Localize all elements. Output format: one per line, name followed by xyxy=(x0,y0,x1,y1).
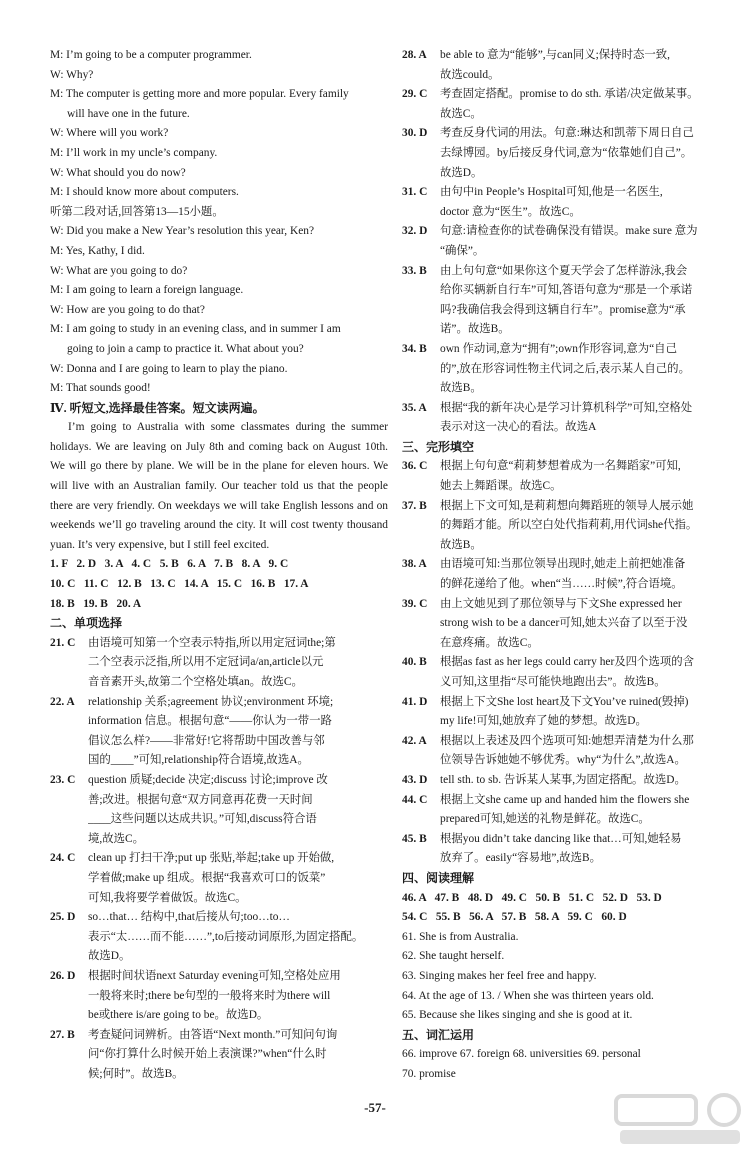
explanation-line: 考查疑问词辨析。由答语“Next month.”可知问句询 xyxy=(88,1028,338,1041)
explanation-line: 根据上下文可知,是莉莉想向舞蹈班的领导人展示她 xyxy=(440,499,694,512)
answer-explanation xyxy=(440,46,740,85)
cloze-items xyxy=(402,457,740,868)
explanation-line: 学着做;make up 组成。根据“我喜欢可口的饭菜” xyxy=(88,871,326,884)
answer-row: 46. A 47. B 48. D 49. C 50. B 51. C 52. D 53. D xyxy=(402,891,662,904)
listening-passage: I’m going to Australia with some classmates during the summer holidays. We are leaving on July 8th and coming back on August 10th. We will go there by plane. We will be in the plane for eleven hours. We will live with an Australian family. Our teacher told us that the people there are very friendly. On weekdays we will take English lessons and on weekends we’ll go traveling around the city. It will cost twenty thousand yuan. It’s very expensive, but I still feel excited. xyxy=(50,421,388,551)
answer-explanation xyxy=(440,222,740,261)
explanation-line: 由句中in People’s Hospital可知,他是一名医生, xyxy=(440,186,663,199)
section2-heading: 二、单项选择 xyxy=(50,616,123,631)
answer-explanation xyxy=(440,399,740,438)
section-prompt: 听第二段对话,回答第13—15小题。 xyxy=(50,205,224,218)
reading-answer: 65. Because she likes singing and she is good at it. xyxy=(402,1009,633,1022)
explanation-line: be able to 意为“能够”,与can同义;保持时态一致, xyxy=(440,49,670,61)
answer-explanation xyxy=(440,497,740,556)
answer-item xyxy=(402,85,740,124)
dialogue-line: M: I’m going to be a computer programmer. xyxy=(50,49,252,61)
explanation-line: 根据上下文She lost heart及下文You’ve ruined(毁掉) xyxy=(440,695,689,708)
explanation-line: 根据you didn’t take dancing like that…可知,她轻易 xyxy=(440,832,682,845)
page-number: -57- xyxy=(364,1100,386,1115)
answer-explanation xyxy=(440,457,740,496)
answer-number: 30. D xyxy=(402,127,428,140)
answer-item xyxy=(402,46,740,85)
answer-number: 25. D xyxy=(50,911,76,924)
dialogue-line: W: What should you do now? xyxy=(50,166,186,179)
answer-explanation xyxy=(88,908,388,967)
dialogue-1 xyxy=(50,46,388,203)
explanation-line: 给你买辆新自行车”可知,答语句意为“那是一个承诺 xyxy=(440,284,693,297)
explanation-line: question 质疑;decide 决定;discuss 讨论;improve 改 xyxy=(88,773,328,786)
answer-explanation xyxy=(88,634,388,693)
answer-explanation xyxy=(440,595,740,654)
explanation-line: 问“你打算什么时候开始上表演课?”when“什么时 xyxy=(88,1048,327,1061)
answer-number: 31. C xyxy=(402,186,428,199)
explanation-line: 故选could。 xyxy=(440,68,500,81)
answer-item xyxy=(402,497,740,556)
answer-number: 32. D xyxy=(402,225,428,238)
reading-answer: 61. She is from Australia. xyxy=(402,930,519,943)
listening-answers xyxy=(50,555,388,614)
answer-number: 22. A xyxy=(50,695,75,708)
dialogue-line: W: Donna and I are going to learn to play the piano. xyxy=(50,362,288,375)
dialogue-line: M: I should know more about computers. xyxy=(50,186,239,199)
answer-item xyxy=(402,732,740,771)
answer-explanation xyxy=(440,791,740,830)
vocab-answers xyxy=(402,1045,740,1084)
explanation-line: doctor 意为“医生”。故选C。 xyxy=(440,205,581,218)
answer-item xyxy=(402,183,740,222)
explanation-line: information 信息。根据句意“——你认为一带一路 xyxy=(88,715,332,728)
explanation-line: 可知,我将要学着做饭。故选C。 xyxy=(88,891,247,904)
reading-sentences xyxy=(402,928,740,1026)
explanation-line: 由语境可知第一个空表示特指,所以用定冠词the;第 xyxy=(88,636,336,649)
answer-item xyxy=(402,693,740,732)
answer-number: 45. B xyxy=(402,832,427,845)
explanation-line: “确保”。 xyxy=(440,244,485,257)
explanation-line: ____这些问题以达成共识。”可知,discuss符合语 xyxy=(88,813,317,826)
explanation-line: 由上句句意“如果你这个夏天学会了怎样游泳,我会 xyxy=(440,264,688,277)
reading-answer: 64. At the age of 13. / When she was thirteen years old. xyxy=(402,989,654,1002)
single-choice-items-continued xyxy=(402,46,740,438)
answer-item xyxy=(50,634,388,693)
single-choice-items xyxy=(50,634,388,1085)
dialogue-line: M: I’ll work in my uncle’s company. xyxy=(50,146,218,159)
dialogue-2 xyxy=(50,222,388,398)
explanation-line: 故选D。 xyxy=(88,950,131,963)
dialogue-line: W: How are you going to do that? xyxy=(50,303,205,316)
answer-item xyxy=(402,653,740,692)
answer-number: 34. B xyxy=(402,342,427,355)
explanation-line: 根据时间状语next Saturday evening可知,空格处应用 xyxy=(88,969,341,982)
explanation-line: 在意疼痛。故选C。 xyxy=(440,636,539,649)
explanation-line: 表示对这一决心的看法。故选A xyxy=(440,421,597,434)
vocab-answer-row: 70. promise xyxy=(402,1067,456,1080)
explanation-line: 放弃了。easily“容易地”,故选B。 xyxy=(440,852,602,865)
explanation-line: 吗?我确信我会得到这辆自行车”。promise意为“承 xyxy=(440,303,686,316)
reading-answers xyxy=(402,889,740,928)
explanation-line: 考查固定搭配。promise to do sth. 承诺/决定做某事。 xyxy=(440,88,699,101)
explanation-line: 根据上文she came up and handed him the flowers she xyxy=(440,793,690,806)
answer-explanation xyxy=(88,771,388,849)
reading-answer: 62. She taught herself. xyxy=(402,950,505,963)
explanation-line: 国的____”可知,relationship符合语境,故选A。 xyxy=(88,754,309,767)
explanation-line: 句意:请检查你的试卷确保没有错误。make sure 意为 xyxy=(440,225,698,238)
answer-number: 42. A xyxy=(402,734,427,747)
explanation-line: 根据as fast as her legs could carry her及四个选项的含 xyxy=(440,656,695,669)
explanation-line: own 作动词,意为“拥有”;own作形容词,意为“自己 xyxy=(440,342,677,355)
answer-number: 39. C xyxy=(402,597,428,610)
answer-item xyxy=(50,967,388,1026)
answer-explanation xyxy=(88,849,388,908)
explanation-line: 根据上句句意“莉莉梦想着成为一名舞蹈家”可知, xyxy=(440,460,681,473)
answer-explanation xyxy=(88,693,388,771)
answer-number: 23. C xyxy=(50,773,76,786)
explanation-line: 根据以上表述及四个选项可知:她想弄清楚为什么那 xyxy=(440,734,694,747)
answer-row: 18. B 19. B 20. A xyxy=(50,597,142,610)
explanation-line: 二个空表示泛指,所以用不定冠词a/an,article以元 xyxy=(88,656,324,669)
explanation-line: 的鲜花递给了他。when“当……时候”,符合语境。 xyxy=(440,578,683,591)
answer-row: 54. C 55. B 56. A 57. B 58. A 59. C 60. D xyxy=(402,911,627,924)
answer-number: 26. D xyxy=(50,969,76,982)
explanation-line: strong wish to be a dancer可知,她太兴奋了以至于没 xyxy=(440,617,688,630)
answer-number: 29. C xyxy=(402,88,428,101)
explanation-line: be或there is/are going to be。故选D。 xyxy=(88,1009,269,1022)
explanation-line: 故选C。 xyxy=(440,107,482,120)
explanation-line: 候;何时”。故选B。 xyxy=(88,1067,184,1080)
dialogue-line-continued: going to join a camp to practice it. What about you? xyxy=(67,342,304,355)
dialogue-line: W: What are you going to do? xyxy=(50,264,188,277)
answer-item xyxy=(402,771,740,791)
answer-row: 1. F 2. D 3. A 4. C 5. B 6. A 7. B 8. A 9. C xyxy=(50,558,289,571)
answer-number: 33. B xyxy=(402,264,427,277)
section3-heading: 三、完形填空 xyxy=(402,439,475,454)
answer-number: 21. C xyxy=(50,636,76,649)
answer-item xyxy=(50,693,388,771)
answer-number: 24. C xyxy=(50,852,76,865)
answer-item xyxy=(402,124,740,183)
answer-explanation xyxy=(440,183,740,222)
answer-item xyxy=(402,555,740,594)
answer-number: 43. D xyxy=(402,773,428,786)
dialogue-line: W: Did you make a New Year’s resolution this year, Ken? xyxy=(50,225,314,238)
answer-item xyxy=(402,222,740,261)
explanation-line: 倡议怎么样?——非常好!它将帮助中国改善与邻 xyxy=(88,734,325,747)
answer-explanation xyxy=(440,653,740,692)
answer-number: 27. B xyxy=(50,1028,75,1041)
explanation-line: 考查反身代词的用法。句意:琳达和凯蒂下周日自己 xyxy=(440,127,694,140)
explanation-line: 的舞蹈才能。所以空白处代指莉莉,用代词she代指。 xyxy=(440,519,698,532)
explanation-line: 的”,放在形容词性物主代词之后,表示某人自己的。 xyxy=(440,362,690,375)
dialogue-line: M: I am going to learn a foreign language. xyxy=(50,284,244,297)
answer-item xyxy=(402,399,740,438)
explanation-line: 诺”。故选B。 xyxy=(440,323,510,336)
answer-number: 37. B xyxy=(402,499,427,512)
section5-heading: 五、词汇运用 xyxy=(402,1027,475,1042)
explanation-line: clean up 打扫干净;put up 张贴,举起;take up 开始做, xyxy=(88,852,335,865)
answer-item xyxy=(402,791,740,830)
answer-number: 44. C xyxy=(402,793,428,806)
answer-explanation xyxy=(440,124,740,183)
explanation-line: 故选B。 xyxy=(440,382,482,395)
answer-explanation xyxy=(440,340,740,399)
answer-item xyxy=(50,908,388,967)
explanation-line: 故选B。 xyxy=(440,538,482,551)
right-column xyxy=(402,46,740,1084)
explanation-line: 位领导告诉她她不够优秀。why“为什么”,故选A。 xyxy=(440,754,686,767)
answer-explanation xyxy=(440,830,740,869)
explanation-line: relationship 关系;agreement 协议;environment 环境; xyxy=(88,695,334,708)
dialogue-line: M: I am going to study in an evening class, and in summer I am xyxy=(50,323,341,336)
explanation-line: 表示“太……而不能……”,to后接动词原形,为固定搭配。 xyxy=(88,930,364,943)
dialogue-line: W: Where will you work? xyxy=(50,127,169,140)
explanation-line: prepared可知,她送的礼物是鲜花。故选C。 xyxy=(440,813,650,826)
explanation-line: 由语境可知:当那位领导出现时,她走上前把她准备 xyxy=(440,558,686,571)
answer-number: 41. D xyxy=(402,695,428,708)
explanation-line: 善;改进。根据句意“双方同意再花费一天时间 xyxy=(88,793,313,806)
explanation-line: 她去上舞蹈课。故选C。 xyxy=(440,480,562,493)
answer-row: 10. C 11. C 12. B 13. C 14. A 15. C 16. B 17. A xyxy=(50,578,309,591)
explanation-line: 境,故选C。 xyxy=(88,832,145,845)
answer-item xyxy=(402,830,740,869)
answer-item xyxy=(402,457,740,496)
vocab-answer-row: 66. improve 67. foreign 68. universities 69. personal xyxy=(402,1048,641,1061)
answer-item xyxy=(50,771,388,849)
dialogue-line: W: Why? xyxy=(50,68,94,81)
explanation-line: 故选D。 xyxy=(440,166,483,179)
answer-explanation xyxy=(440,693,740,732)
explanation-line: 音音素开头,故第二个空格处填an。故选C。 xyxy=(88,676,303,688)
answer-item xyxy=(402,262,740,340)
explanation-line: 一般将来时;there be句型的一般将来时为there will xyxy=(88,989,331,1002)
answer-item xyxy=(50,1026,388,1085)
explanation-line: 义可知,这里指“尽可能快地跑出去”。故选B。 xyxy=(440,676,666,688)
answer-number: 40. B xyxy=(402,656,427,669)
answer-number: 36. C xyxy=(402,460,428,473)
answer-explanation xyxy=(88,967,388,1026)
dialogue-line: M: Yes, Kathy, I did. xyxy=(50,244,145,257)
explanation-line: 根据“我的新年决心是学习计算机科学”可知,空格处 xyxy=(440,401,693,414)
answer-number: 38. A xyxy=(402,558,427,571)
dialogue-line-continued: will have one in the future. xyxy=(67,107,190,120)
reading-answer: 63. Singing makes her feel free and happy. xyxy=(402,969,597,982)
explanation-line: 由上文她见到了那位领导与下文She expressed her xyxy=(440,597,682,610)
answer-item xyxy=(402,595,740,654)
section4-heading: 四、阅读理解 xyxy=(402,870,475,885)
answer-number: 35. A xyxy=(402,401,427,414)
answer-explanation xyxy=(440,85,740,124)
explanation-line: my life!可知,她放弃了她的梦想。故选D。 xyxy=(440,715,647,728)
explanation-line: so…that… 结构中,that后接从句;too…to… xyxy=(88,911,290,924)
answer-explanation xyxy=(440,555,740,594)
answer-explanation xyxy=(88,1026,388,1085)
answer-item xyxy=(50,849,388,908)
left-column xyxy=(50,46,388,1084)
explanation-line: 去绿博园。by后接反身代词,意为“依靠她们自己”。 xyxy=(440,146,693,159)
answer-explanation xyxy=(440,262,740,340)
watermark-logo xyxy=(612,1090,744,1148)
part4-heading: Ⅳ. 听短文,选择最佳答案。短文读两遍。 xyxy=(50,400,265,415)
answer-item xyxy=(402,340,740,399)
answer-number: 28. A xyxy=(402,49,427,61)
answer-explanation xyxy=(440,732,740,771)
explanation-line: tell sth. to sb. 告诉某人某事,为固定搭配。故选D。 xyxy=(440,773,686,786)
answer-explanation xyxy=(440,771,740,791)
dialogue-line: M: The computer is getting more and more popular. Every family xyxy=(50,88,349,101)
dialogue-line: M: That sounds good! xyxy=(50,382,151,395)
